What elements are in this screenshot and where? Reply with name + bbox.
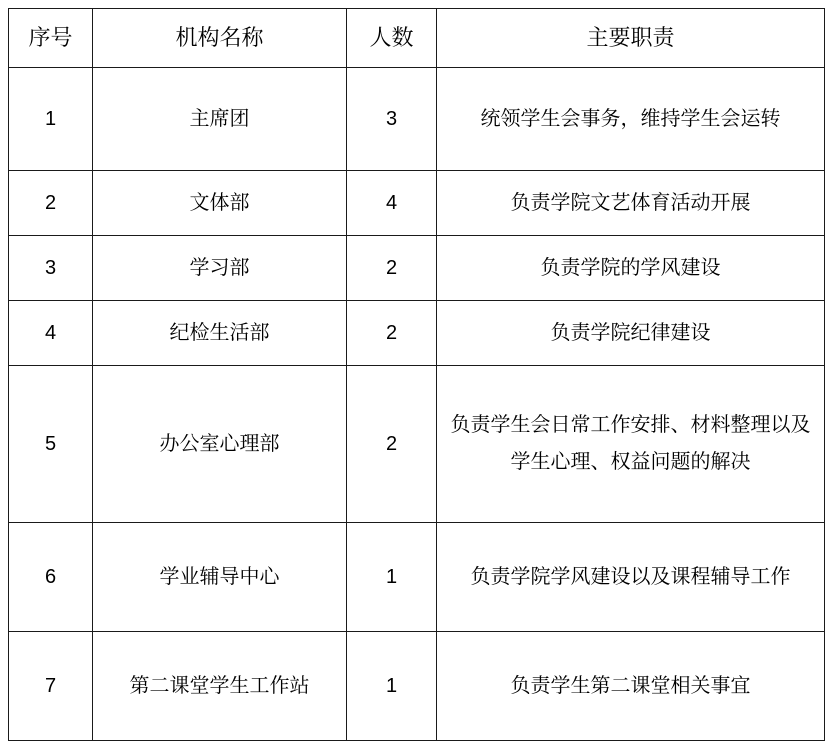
cell-duty: 统领学生会事务，维持学生会运转 — [437, 68, 825, 171]
cell-name: 第二课堂学生工作站 — [93, 632, 347, 741]
cell-duty: 负责学院的学风建设 — [437, 236, 825, 301]
cell-no: 7 — [9, 632, 93, 741]
cell-name: 纪检生活部 — [93, 301, 347, 366]
cell-name: 主席团 — [93, 68, 347, 171]
cell-duty: 负责学生第二课堂相关事宜 — [437, 632, 825, 741]
table-header — [9, 9, 825, 68]
organization-table — [8, 8, 825, 741]
cell-count: 1 — [347, 632, 437, 741]
cell-no: 1 — [9, 68, 93, 171]
cell-duty: 负责学生会日常工作安排、材料整理以及学生心理、权益问题的解决 — [437, 366, 825, 523]
table-row — [9, 632, 825, 741]
table-row — [9, 236, 825, 301]
cell-count: 3 — [347, 68, 437, 171]
cell-count: 2 — [347, 301, 437, 366]
cell-no: 5 — [9, 366, 93, 523]
cell-count: 2 — [347, 366, 437, 523]
cell-duty: 负责学院纪律建设 — [437, 301, 825, 366]
table-row — [9, 301, 825, 366]
column-header-count: 人数 — [347, 9, 437, 68]
table-header-row — [9, 9, 825, 68]
cell-no: 3 — [9, 236, 93, 301]
table-row — [9, 171, 825, 236]
column-header-no: 序号 — [9, 9, 93, 68]
cell-count: 2 — [347, 236, 437, 301]
cell-name: 学业辅导中心 — [93, 523, 347, 632]
cell-duty: 负责学院学风建设以及课程辅导工作 — [437, 523, 825, 632]
cell-name: 文体部 — [93, 171, 347, 236]
table-row — [9, 523, 825, 632]
cell-name: 学习部 — [93, 236, 347, 301]
cell-duty: 负责学院文艺体育活动开展 — [437, 171, 825, 236]
column-header-name: 机构名称 — [93, 9, 347, 68]
table-row — [9, 68, 825, 171]
cell-no: 6 — [9, 523, 93, 632]
cell-count: 4 — [347, 171, 437, 236]
cell-no: 4 — [9, 301, 93, 366]
cell-count: 1 — [347, 523, 437, 632]
cell-no: 2 — [9, 171, 93, 236]
column-header-duty: 主要职责 — [437, 9, 825, 68]
cell-name: 办公室心理部 — [93, 366, 347, 523]
table-row — [9, 366, 825, 523]
table-body — [9, 68, 825, 741]
